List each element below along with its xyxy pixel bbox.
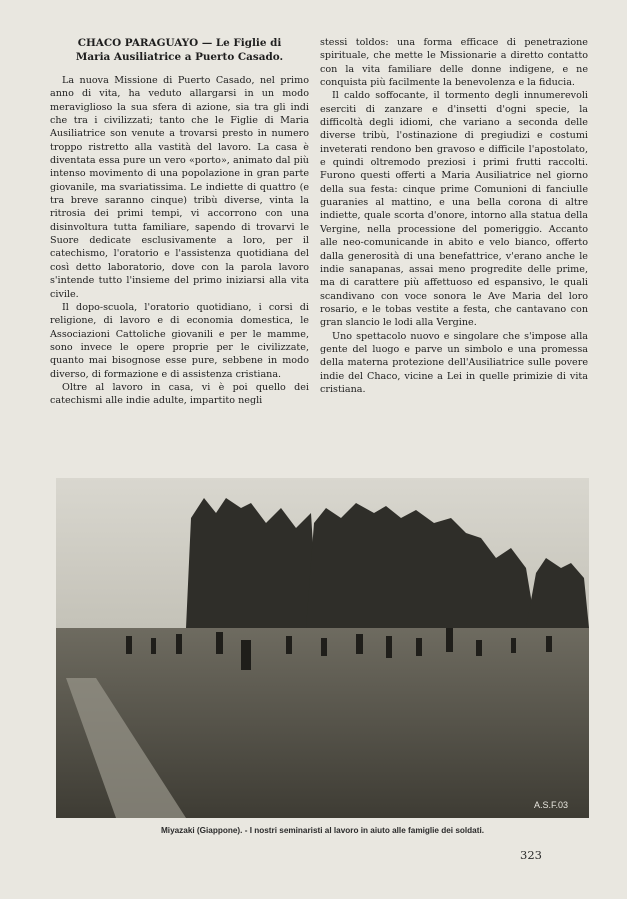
paragraph: La nuova Missione di Puerto Casado, nel primo anno di vita, ha veduto allargarsi in un modo meraviglioso la sua sfera di azione, sia tra gli indi che tra i civilizzati; tanto che le Figlie di Maria Ausiliatrice son venute a trovarsi presto in numero troppo ristretto alla vastità del lavoro. La casa è diventata essa pure un vero «porto», animato dal più intenso movimento di una popolazione in gran parte giovanile, ma svariatissima. Le indiette di quattro (e tra breve saranno cinque) tribù diverse, vinta la ritrosia dei primi tempi, vi accorrono con una disinvoltura tutta familiare, sapendo di trovarvi le Suore dedicate esclusivamente a loro, per il catechismo, l'oratorio e l'assistenza quotidiana del così detto laboratorio, dove con la parola lavoro s'intende tutto l'insieme del primo iniziarsi alla vita civile.	[50, 75, 309, 300]
paragraph: Oltre al lavoro in casa, vi è poi quello dei catechismi alle indie adulte, impartito negli	[50, 381, 309, 407]
article-title-line-1: CHACO PARAGUAYO — Le Figlie di	[77, 37, 282, 49]
photo-caption: Miyazaki (Giappone). - I nostri seminaristi al lavoro in aiuto alle famiglie dei soldati.	[160, 826, 485, 835]
paragraph: Il caldo soffocante, il tormento degli innumerevoli eserciti di zanzare e d'insetti d'ogni specie, la difficoltà degli idiomi, che variano a seconda delle diverse tribù, l'ostinazione di pregiudizi e costumi inveterati rendono ben gravoso e difficile l'apostolato, e quindi oltremodo preziosi i primi frutti raccolti. Furono questi offerti a Maria Ausiliatrice nel giorno della sua festa: cinque prime Comunioni di fanciulle guaranies al mattino, e una bella corona di altre indiette, quale scorta d'onore, intorno alla statua della Vergine, nella processione del pomeriggio. Accanto alle neo-comunicande in abito e velo bianco, offerto dalla generosità di una benefattrice, v'erano anche le indie sanapanas, assai meno progredite delle prime, ma di carattere più affettuoso ed espansivo, le quali scandivano con voce sonora le Ave Maria del loro rosario, e le tobas vestite a festa, che cantavano con gran slancio le lodi alla Vergine.	[320, 90, 588, 329]
article-title-line-2: Maria Ausiliatrice a Puerto Casado.	[75, 51, 284, 63]
left-column	[50, 36, 309, 408]
paragraph: Uno spettacolo nuovo e singolare che s'impose alla gente del luogo e parve un simbolo e una promessa della materna protezione dell'Ausiliatrice sulle povere indie del Chaco, vicine a Lei in quelle primizie di vita cristiana.	[320, 330, 588, 395]
right-column	[320, 36, 588, 396]
photo-stamp: A.S.F.03	[534, 800, 569, 810]
paragraph: Il dopo-scuola, l'oratorio quotidiano, i corsi di religione, di lavoro e di economia domestica, le Associazioni Cattoliche giovanili e per le mamme, sono invece le opere proprie per le civilizzate, quanto mai bisognose esse pure, sebbene in modo diverso, di formazione e di assistenza cristiana.	[50, 301, 309, 380]
photograph	[56, 478, 589, 818]
article-title	[50, 36, 309, 64]
page-number: 323	[520, 848, 542, 862]
paragraph-continued: stessi toldos: una forma efficace di penetrazione spirituale, che mette le Missionarie a diretto contatto con la vita familiare delle donne indigene, e ne conquista più facilmente la benevolenza e la fiducia.	[320, 37, 588, 89]
photo-scene	[56, 478, 589, 818]
